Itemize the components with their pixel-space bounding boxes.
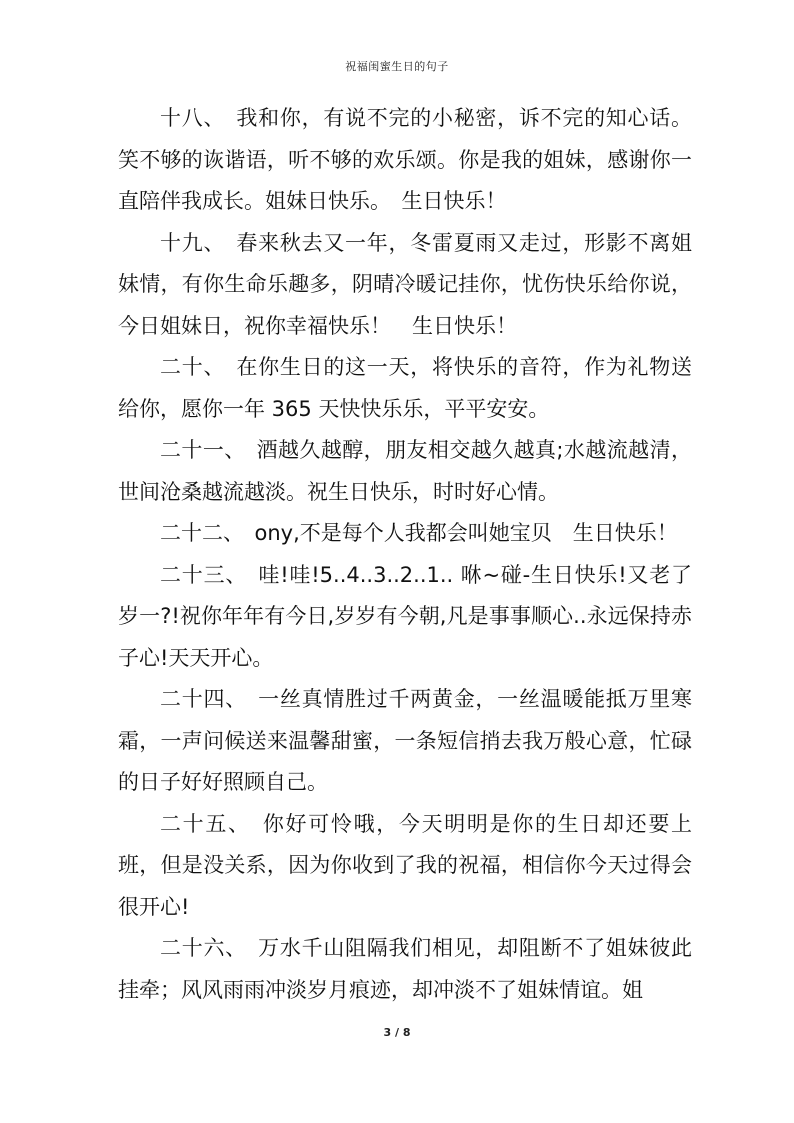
paragraph-18: 十八、 我和你，有说不完的小秘密，诉不完的知心话。笑不够的诙谐语，听不够的欢乐颂。你是我的姐妹，感谢你一直陪伴我成长。姐妹日快乐。 生日快乐！ xyxy=(118,106,692,213)
paragraph-20: 二十、 在你生日的这一天，将快乐的音符，作为礼物送给你，愿你一年 365 天快快乐乐，平平安安。 xyxy=(118,355,692,421)
page-header: 祝福闺蜜生日的句子 xyxy=(345,60,449,73)
document-body xyxy=(118,98,692,1011)
paragraph-22: 二十二、 ony,不是每个人我都会叫她宝贝 生日快乐！ xyxy=(160,521,678,545)
paragraph-24: 二十四、 一丝真情胜过千两黄金，一丝温暖能抵万里寒霜，一声问候送来温馨甜蜜，一条短信捎去我万般心意，忙碌的日子好好照顾自己。 xyxy=(118,687,692,794)
paragraph-25: 二十五、 你好可怜哦，今天明明是你的生日却还要上班，但是没关系，因为你收到了我的祝福，相信你今天过得会很开心! xyxy=(118,811,692,919)
paragraph-19: 十九、 春来秋去又一年，冬雷夏雨又走过，形影不离姐妹情，有你生命乐趣多，阴晴冷暖记挂你，忧伤快乐给你说，今日姐妹日，祝你幸福快乐！ 生日快乐！ xyxy=(118,230,692,338)
paragraph-23: 二十三、 哇!哇!5..4..3..2..1.. 咻~碰-生日快乐!又老了岁一?!祝你年年有今日,岁岁有今朝,凡是事事顺心..永远保持赤子心!天天开心。 xyxy=(118,562,692,670)
paragraph-26: 二十六、 万水千山阻隔我们相见，却阻断不了姐妹彼此挂牵；风风雨雨冲淡岁月痕迹，却冲淡不了姐妹情谊。姐 xyxy=(118,936,692,1002)
page-number: 3 / 8 xyxy=(383,1026,411,1039)
paragraph-21: 二十一、 酒越久越醇，朋友相交越久越真;水越流越清，世间沧桑越流越淡。祝生日快乐，时时好心情。 xyxy=(118,438,692,504)
